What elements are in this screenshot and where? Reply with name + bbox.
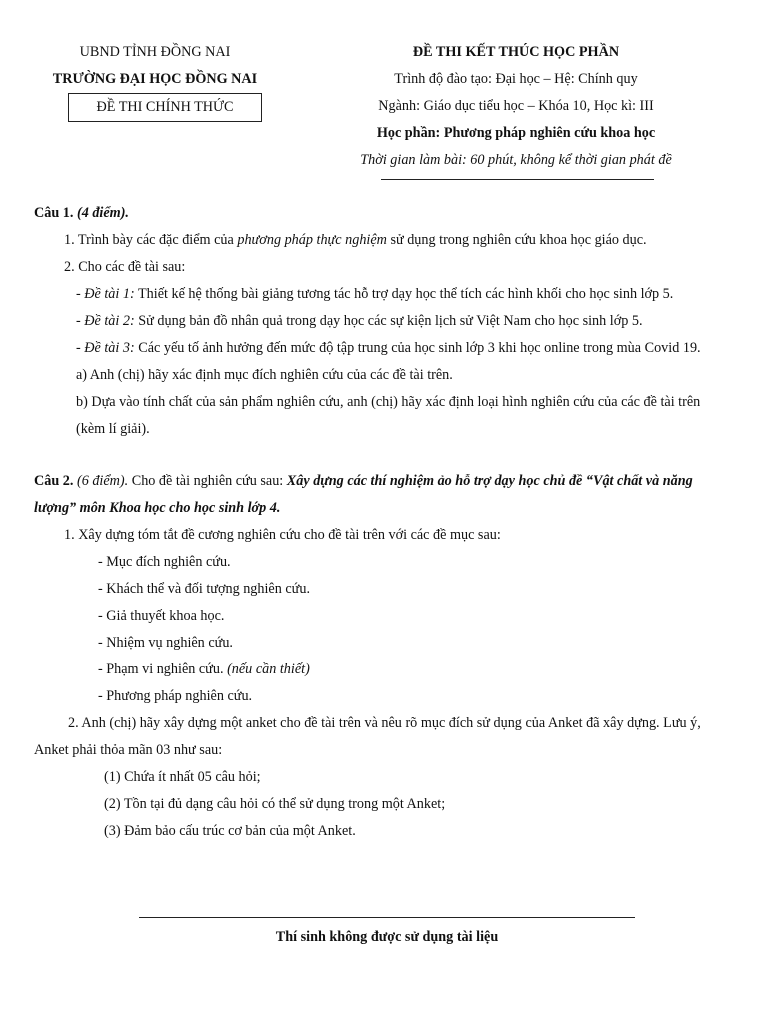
training-level: Trình độ đào tạo: Đại học – Hệ: Chính quy bbox=[394, 71, 638, 87]
q2-item-2: 2. Anh (chị) hãy xây dựng một anket cho đề tài trên và nêu rõ mục đích sử dụng của Anket đã xây dựng. Lưu ý, bbox=[68, 715, 701, 731]
outline-item: - Giả thuyết khoa học. bbox=[98, 608, 225, 624]
q1-part-a: a) Anh (chị) hãy xác định mục đích nghiên cứu của các đề tài trên. bbox=[76, 367, 453, 383]
outline-item-scope bbox=[98, 661, 310, 678]
scope-note: (nếu cần thiết) bbox=[227, 661, 310, 677]
outline-item: - Nhiệm vụ nghiên cứu. bbox=[98, 635, 233, 651]
topic-1-text: Thiết kế hệ thống bài giảng tương tác hỗ trợ dạy học thể tích các hình khối cho học sinh lớp 5. bbox=[134, 286, 674, 302]
q1-topic-1 bbox=[76, 286, 673, 303]
time-limit: Thời gian làm bài: 60 phút, không kể thời gian phát đề bbox=[360, 152, 672, 168]
footer-note: Thí sinh không được sử dụng tài liệu bbox=[275, 929, 499, 945]
question-2-intro: Cho đề tài nghiên cứu sau: bbox=[128, 473, 287, 489]
topic-3-text: Các yếu tố ảnh hưởng đến mức độ tập trung của học sinh lớp 3 khi học online trong mùa Covid 19. bbox=[134, 340, 701, 356]
q1-topic-2 bbox=[76, 313, 643, 330]
header-divider bbox=[381, 179, 654, 180]
question-2-topic: Xây dựng các thí nghiệm ảo hỗ trợ dạy học chủ đề “Vật chất và năng bbox=[286, 473, 693, 489]
outline-item: - Phương pháp nghiên cứu. bbox=[98, 688, 253, 704]
requirement-item: (3) Đảm bảo cấu trúc cơ bản của một Anket. bbox=[104, 823, 356, 839]
q1-method-term: phương pháp thực nghiệm bbox=[237, 232, 387, 248]
q1-item-1-tail: sử dụng trong nghiên cứu khoa học giáo dục. bbox=[386, 232, 647, 248]
question-2-topic-cont: lượng” môn Khoa học cho học sinh lớp 4. bbox=[34, 500, 281, 516]
q2-item-2-cont: Anket phải thỏa mãn 03 như sau: bbox=[34, 742, 223, 758]
topic-2-label: - Đề tài 2: bbox=[76, 313, 135, 329]
outline-item: - Mục đích nghiên cứu. bbox=[98, 554, 231, 570]
requirement-item: (2) Tồn tại đủ dạng câu hỏi có thể sử dụng trong một Anket; bbox=[104, 796, 446, 812]
question-2-heading bbox=[34, 473, 693, 490]
official-exam-box: ĐỀ THI CHÍNH THỨC bbox=[68, 93, 262, 122]
exam-title: ĐỀ THI KẾT THÚC HỌC PHẦN bbox=[412, 44, 620, 60]
agency-name: UBND TỈNH ĐỒNG NAI bbox=[79, 44, 231, 60]
q2-item-1: 1. Xây dựng tóm tắt đề cương nghiên cứu cho đề tài trên với các đề mục sau: bbox=[64, 527, 501, 543]
question-1-points: (4 điểm). bbox=[76, 205, 129, 221]
topic-2-text: Sử dụng bản đồ nhân quả trong dạy học các sự kiện lịch sử Việt Nam cho học sinh lớp 5. bbox=[134, 313, 643, 329]
q1-topic-3 bbox=[76, 340, 701, 357]
q1-item-2: 2. Cho các đề tài sau: bbox=[64, 259, 186, 275]
major-line: Ngành: Giáo dục tiểu học – Khóa 10, Học kì: III bbox=[378, 98, 654, 114]
q1-item-1 bbox=[64, 232, 647, 249]
footer-divider bbox=[139, 917, 635, 918]
q1-item-1-text: 1. Trình bày các đặc điểm của bbox=[64, 232, 238, 248]
question-2-points: (6 điểm). bbox=[76, 473, 129, 489]
course-name: Học phần: Phương pháp nghiên cứu khoa học bbox=[376, 125, 656, 141]
school-name: TRƯỜNG ĐẠI HỌC ĐỒNG NAI bbox=[52, 71, 258, 87]
topic-1-label: - Đề tài 1: bbox=[76, 286, 135, 302]
outline-item: - Khách thể và đối tượng nghiên cứu. bbox=[98, 581, 310, 597]
question-1-heading bbox=[34, 205, 129, 222]
question-2-label: Câu 2. bbox=[34, 473, 74, 489]
question-1-label: Câu 1. bbox=[34, 205, 74, 221]
q1-part-b: b) Dựa vào tính chất của sản phẩm nghiên cứu, anh (chị) hãy xác định loại hình nghiên cứu của các đề tài trên bbox=[76, 394, 701, 410]
topic-3-label: - Đề tài 3: bbox=[76, 340, 135, 356]
q1-part-b-cont: (kèm lí giải). bbox=[76, 421, 150, 437]
outline-item-text: - Phạm vi nghiên cứu. bbox=[98, 661, 228, 677]
requirement-item: (1) Chứa ít nhất 05 câu hỏi; bbox=[104, 769, 261, 785]
